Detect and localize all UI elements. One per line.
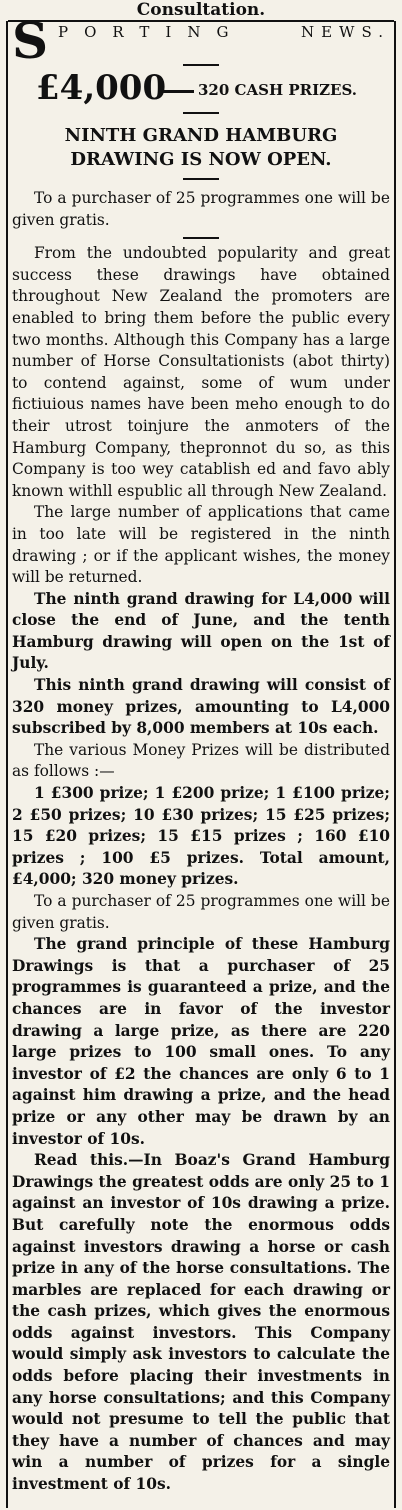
headline (12, 124, 390, 172)
paragraph-consist: This ninth grand drawing will consist of 320 money prizes, amounting to L4,000 subscribed by 8,000 members at 10s each. (12, 676, 390, 738)
paragraph-read-this: Read this.—In Boaz's Grand Hamburg Drawings the greatest odds are only 25 to 1 against an investor of 10s drawing a prize. But carefully note the enormous odds against investors drawing a horse or cash prize in any of the horse consultations. The marbles are replaced for each drawing or the cash prizes, which gives the enormous odds against investors. This Company would simply ask investors to calculate the odds before placing their investments in any horse consultations; and this Company would not presume to tell the public that they have a number of chances and may win a number of prizes for a single investment of 10s. (12, 1151, 390, 1494)
masthead-line (12, 11, 390, 70)
paragraph-gratis: To a purchaser of 25 programmes one will be given gratis. (12, 189, 390, 229)
masthead-initial: S (12, 11, 49, 70)
rule-divider (183, 237, 219, 239)
paragraph-principle: The grand principle of these Hamburg Drawings is that a purchaser of 25 programmes is guaranteed a prize, and the chances are in favor of the investor drawing a large prize, as there are 220 large prizes to 100 small ones. To any investor of £2 the chances are only 6 to 1 against him drawing a prize, and the head prize or any other may be drawn by an investor of 10s. (12, 935, 390, 1148)
paragraph-gratis-2: To a purchaser of 25 programmes one will be given gratis. (12, 892, 390, 932)
rule-divider (183, 178, 219, 180)
prize-count-text: 320 CASH PRIZES. (198, 81, 358, 99)
advertisement-content (12, 11, 390, 1496)
headline-line-2: DRAWING IS NOW OPEN. (70, 149, 332, 170)
paragraph-ninth-close: The ninth grand drawing for L4,000 will close the end of June, and the tenth Hamburg drawing will open on the 1st of July. (12, 589, 390, 673)
rule-divider (183, 112, 219, 114)
rule-divider (183, 64, 219, 66)
paragraph-distributed: The various Money Prizes will be distributed as follows :— (12, 740, 390, 781)
paragraph-prize-list: 1 £300 prize; 1 £200 prize; 1 £100 prize; 2 £50 prizes; 10 £30 prizes; 15 £25 prizes; 15 £20 prizes; 15 £15 prizes ; 160 £10 prizes ; 100 £5 prizes. Total amount, £4,000; 320 money prizes. (12, 784, 390, 889)
headline-line-1: NINTH GRAND HAMBURG (64, 125, 338, 146)
paragraph-applications: The large number of applications that came in too late will be registered in the ninth drawing ; or if the applicant wishes, the money will be returned. (12, 503, 390, 587)
masthead-news: NEWS. (300, 23, 390, 41)
prize-amount: £4,000 (36, 68, 167, 108)
masthead-sporting: PORTING (58, 23, 245, 41)
paragraph-popularity: From the undoubted popularity and great success these drawings have obtained throughout New Zealand the promoters are enabled to bring them before the public every two months. Although this Company has a large number of Horse Consultationists (abot thirty) to contend against, some of wum under fictiuious names have been meho enough to do their utrost toinjure the anmoters of the Hamburg Company, thepronnot du so, as this Company is too wey catablish ed and favo ably known withll espublic all through New Zealand. (12, 244, 390, 500)
page-header-title: Consultation. (8, 0, 394, 22)
prize-dash (162, 90, 194, 93)
prize-line (12, 68, 390, 112)
